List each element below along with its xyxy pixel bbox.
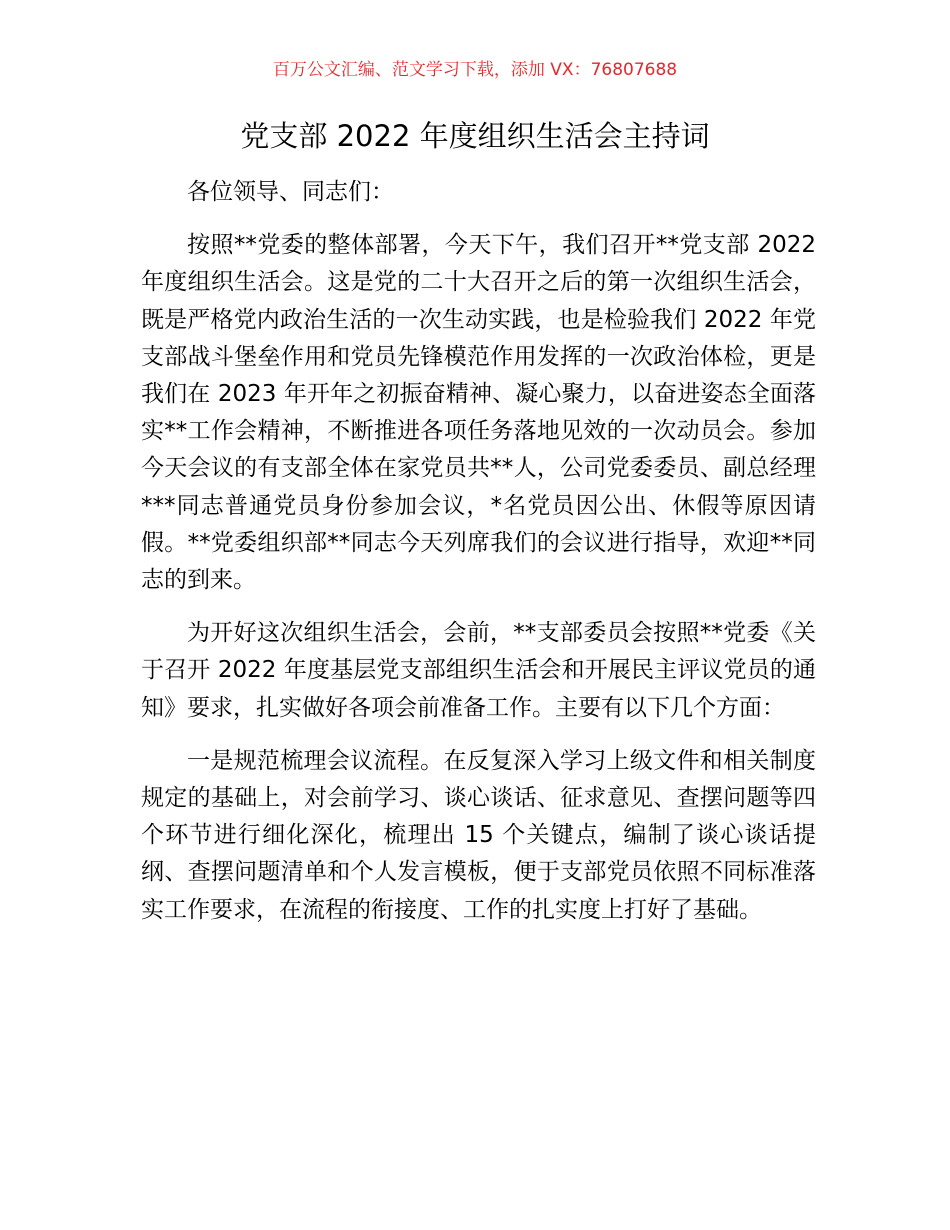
document-title: 党支部 2022 年度组织生活会主持词: [240, 119, 710, 153]
paragraph-point-one: 一是规范梳理会议流程。在反复深入学习上级文件和相关制度规定的基础上，对会前学习、谈心谈话、征求意见、查摆问题等四个环节进行细化深化，梳理出 15 个关键点，编制了谈心谈话提纲、查摆问题清单和个人发言模板，便于支部党员依照不同标准落实工作要求，在流程的衔接度、工作的扎实度上打好了基础。: [141, 747, 816, 923]
header-note: 百万公文汇编、范文学习下载，添加 VX：76807688: [272, 60, 678, 80]
greeting: 各位领导、同志们：: [187, 179, 394, 205]
document-body: [141, 174, 816, 945]
paragraph-preparation: 为开好这次组织生活会，会前，**支部委员会按照**党委《关于召开 2022 年度基层党支部组织生活会和开展民主评议党员的通知》要求，扎实做好各项会前准备工作。主要有以下几个方面：: [141, 620, 816, 721]
paragraph-opening: 按照**党委的整体部署，今天下午，我们召开**党支部 2022 年度组织生活会。这是党的二十大召开之后的第一次组织生活会，既是严格党内政治生活的一次生动实践，也是检验我们 2022 年党支部战斗堡垒作用和党员先锋模范作用发挥的一次政治体检，更是我们在 2023 年开年之初振奋精神、凝心聚力，以奋进姿态全面落实**工作会精神，不断推进各项任务落地见效的一次动员会。参加今天会议的有支部全体在家党员共**人，公司党委委员、副总经理***同志普通党员身份参加会议，*名党员因公出、休假等原因请假。**党委组织部**同志今天列席我们的会议进行指导，欢迎**同志的到来。: [141, 232, 816, 594]
